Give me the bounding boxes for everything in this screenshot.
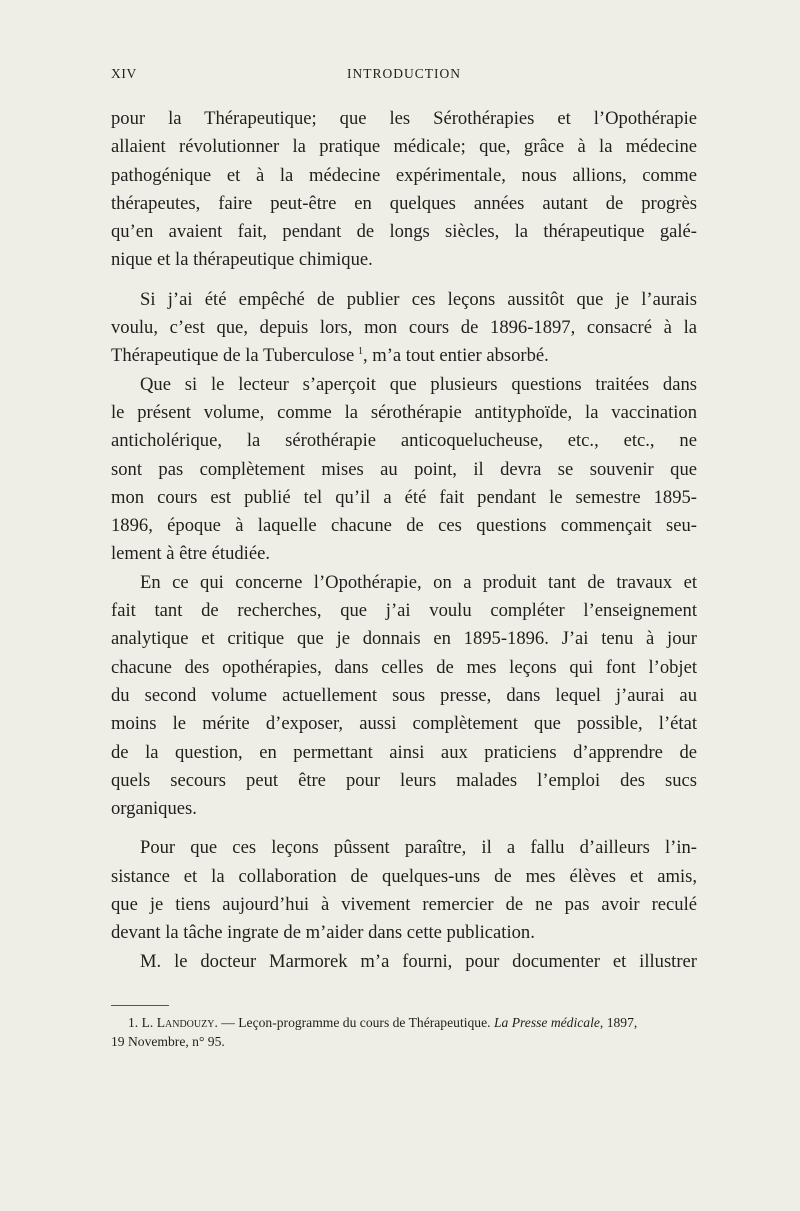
- footnote-text: — Leçon-programme du cours de Thérapeutique.: [217, 1015, 491, 1030]
- line: 1896, époque à laquelle chacune de ces questions commençait seu-: [111, 515, 697, 537]
- line: anticholérique, la sérothérapie anticoquelucheuse, etc., etc., ne: [111, 430, 697, 452]
- footnote-rule: [111, 1005, 169, 1006]
- paragraph-1-cont: [111, 218, 697, 246]
- line: Pour que ces leçons pûssent paraître, il a fallu d’ailleurs l’in-: [140, 837, 697, 859]
- paragraph-4-cont: [111, 654, 697, 682]
- line: que je tiens aujourd’hui à vivement remercier de ne pas avoir reculé: [111, 894, 697, 916]
- paragraph-2-cont: [111, 314, 697, 342]
- line: organiques.: [111, 798, 197, 820]
- paragraph-1-end: [111, 246, 697, 274]
- line: pathogénique et à la médecine expérimentale, nous allions, comme: [111, 164, 697, 186]
- paragraph-5-end: [111, 919, 697, 947]
- line: du second volume actuellement sous presse, dans lequel j’aurai au: [111, 684, 697, 706]
- paragraph-3-cont: [111, 399, 697, 427]
- paragraph-4-cont: [111, 682, 697, 710]
- line: quels secours peut être pour leurs malades l’emploi des sucs: [111, 769, 697, 791]
- line: voulu, c’est que, depuis lors, mon cours de 1896-1897, consacré à la: [111, 317, 697, 339]
- paragraph-4-end: [111, 795, 697, 823]
- paragraph-1-cont: [111, 133, 697, 161]
- line: [111, 342, 697, 370]
- footnote-journal: La Presse médicale: [493, 1015, 600, 1030]
- line: Que si le lecteur s’aperçoit que plusieurs questions traitées dans: [140, 373, 697, 395]
- line: sistance et la collaboration de quelques-uns de mes élèves et amis,: [111, 865, 697, 887]
- paragraph-1-cont: [111, 190, 697, 218]
- footnote-number: 1.: [128, 1015, 139, 1030]
- line-part: Thérapeutique de la Tuberculose: [111, 345, 355, 367]
- paragraph-4-cont: [111, 597, 697, 625]
- page-header: [111, 66, 697, 86]
- paragraph-3-cont: [111, 484, 697, 512]
- line: sont pas complètement mises au point, il devra se souvenir que: [111, 458, 697, 480]
- line: lement à être étudiée.: [111, 543, 270, 565]
- line: moins le mérite d’exposer, aussi complètement que possible, l’état: [111, 713, 697, 735]
- paragraph-5: [111, 834, 697, 862]
- footnote-date: , 1897,: [599, 1015, 638, 1030]
- paragraph-1: [111, 105, 697, 133]
- paragraph-5-cont: [111, 863, 697, 891]
- paragraph-4-cont: [111, 710, 697, 738]
- line: chacune des opothérapies, dans celles de mes leçons qui font l’objet: [111, 656, 697, 678]
- line: qu’en avaient fait, pendant de longs siècles, la thérapeutique galé-: [111, 221, 697, 243]
- running-title: INTRODUCTION: [347, 66, 461, 81]
- paragraph-4-cont: [111, 625, 697, 653]
- line: nique et la thérapeutique chimique.: [111, 249, 373, 271]
- paragraph-3-cont: [111, 427, 697, 455]
- line: thérapeutes, faire peut-être en quelques années autant de progrès: [111, 192, 697, 214]
- footnote-date-line2: 19 Novembre, n° 95.: [111, 1034, 225, 1049]
- paragraph-6: [111, 948, 697, 976]
- paragraph-4: [111, 569, 697, 597]
- paragraph-3-cont: [111, 456, 697, 484]
- paragraph-1-cont: [111, 162, 697, 190]
- paragraph-4-cont: [111, 739, 697, 767]
- body-text: [111, 105, 697, 976]
- paragraph-2-end: [111, 342, 697, 370]
- paragraph-3-end: [111, 540, 697, 568]
- line: le présent volume, comme la sérothérapie antityphoïde, la vaccination: [111, 401, 697, 423]
- line: Si j’ai été empêché de publier ces leçons aussitôt que je l’aurais: [140, 288, 697, 310]
- page-number: XIV: [111, 66, 137, 81]
- line: analytique et critique que je donnais en 1895-1896. J’ai tenu à jour: [111, 628, 697, 650]
- line-part: , m’a tout entier absorbé.: [362, 345, 549, 367]
- line: En ce qui concerne l’Opothérapie, on a produit tant de travaux et: [140, 571, 697, 593]
- paragraph-2: [111, 286, 697, 314]
- paragraph-3: [111, 371, 697, 399]
- paragraph-3-cont: [111, 512, 697, 540]
- paragraph-4-cont: [111, 767, 697, 795]
- line: allaient révolutionner la pratique médicale; que, grâce à la médecine: [111, 136, 697, 158]
- paragraph-5-cont: [111, 891, 697, 919]
- footnote-author: L. Landouzy.: [141, 1015, 218, 1030]
- line: M. le docteur Marmorek m’a fourni, pour documenter et illustrer: [140, 950, 697, 972]
- footnote: [111, 1013, 697, 1051]
- line: devant la tâche ingrate de m’aider dans cette publication.: [111, 922, 535, 944]
- line: fait tant de recherches, que j’ai voulu compléter l’enseignement: [111, 600, 697, 622]
- line: pour la Thérapeutique; que les Sérothérapies et l’Opothérapie: [111, 108, 697, 129]
- line: de la question, en permettant ainsi aux praticiens d’apprendre de: [111, 741, 697, 763]
- line: mon cours est publié tel qu’il a été fait pendant le semestre 1895-: [111, 486, 697, 508]
- footnote-marker: 1: [357, 346, 363, 358]
